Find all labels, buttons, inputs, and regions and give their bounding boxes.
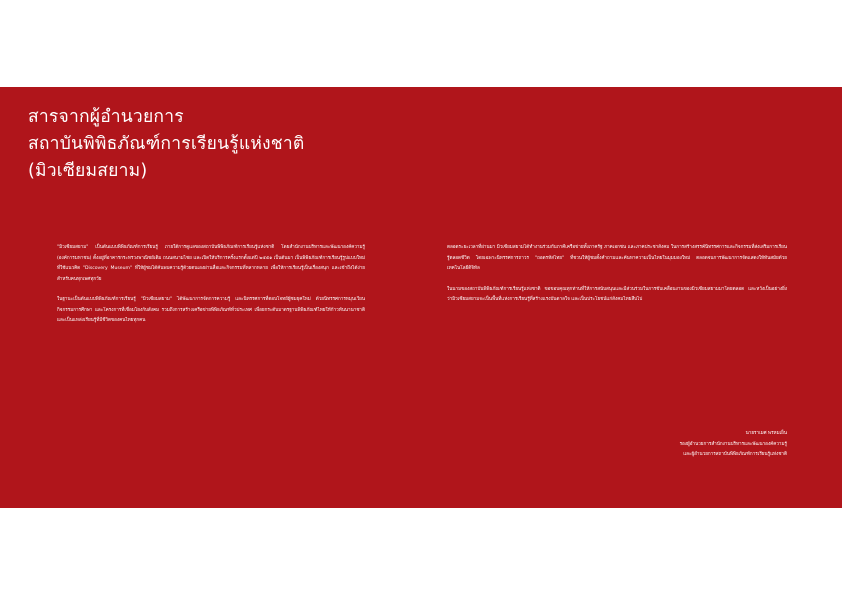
signature-name: นายราเมศ พรหมเย็น: [745, 431, 787, 436]
page-title: [28, 104, 304, 185]
title-line-2: สถาบันพิพิธภัณฑ์การเรียนรู้แห่งชาติ: [28, 134, 305, 154]
right-paragraph-1: ตลอดระยะเวลาที่ผ่านมา มิวเซียมสยามได้ทำงานร่วมกับภาคีเครือข่ายทั้งภาครัฐ ภาคเอกชน และภาคประชาสังคม ในการสร้างสรรค์นิทรรศการและกิจกรรมที่ส่งเสริมการเรียนรู้ตลอดชีวิต โดยเฉพาะนิทรรศการถาวร "ถอดรหัสไทย" ที่ชวนให้ผู้ชมตั้งคำถามและค้นหาความเป็นไทยในมุมมองใหม่ ตลอดจนการพัฒนาการจัดแสดงให้ทันสมัยด้วยเทคโนโลยีดิจิทัล: [447, 245, 787, 271]
title-line-3: (มิวเซียมสยาม): [28, 161, 148, 181]
signature-block: [680, 429, 787, 461]
right-text-column: [447, 243, 787, 316]
left-paragraph-1: "มิวเซียมสยาม" เป็นต้นแบบพิพิธภัณฑ์การเรียนรู้ ภายใต้การดูแลของสถาบันพิพิธภัณฑ์การเรียนรู้แห่งชาติ โดยสำนักงานบริหารและพัฒนาองค์ความรู้ (องค์การมหาชน) ตั้งอยู่ที่อาคารกระทรวงพาณิชย์เดิม ถนนสนามไชย และเปิดให้บริการครั้งแรกตั้งแต่ปี ๒๕๕๑ เป็นต้นมา เป็นพิพิธภัณฑ์การเรียนรู้รูปแบบใหม่ที่ใช้แนวคิด "Discovery Museum" ที่ให้ผู้ชมได้ค้นพบความรู้ด้วยตนเองผ่านสื่อและกิจกรรมที่หลากหลาย เพื่อให้การเรียนรู้เป็นเรื่องสนุก และเข้าถึงได้ง่าย สำหรับคนทุกเพศทุกวัย: [57, 245, 365, 282]
signature-position-1: รองผู้อำนวยการสำนักงานบริหารและพัฒนาองค์ความรู้: [679, 441, 787, 447]
red-content-panel: [0, 87, 842, 508]
left-paragraph-2: ในฐานะเป็นต้นแบบพิพิธภัณฑ์การเรียนรู้ "มิวเซียมสยาม" ได้พัฒนาการจัดการความรู้ และนิทรรศการที่ตอบโจทย์ผู้ชมยุคใหม่ ด้วยนิทรรศการหมุนเวียน กิจกรรมการศึกษา และโครงการที่เชื่อมโยงกับสังคม รวมถึงการสร้างเครือข่ายพิพิธภัณฑ์ทั่วประเทศ เพื่อยกระดับมาตรฐานพิพิธภัณฑ์ไทยให้ก้าวทันนานาชาติ และเป็นแหล่งเรียนรู้ที่มีชีวิตของคนไทยทุกคน: [57, 297, 365, 323]
title-line-1: สารจากผู้อำนวยการ: [28, 107, 184, 127]
right-paragraph-2: ในนามของสถาบันพิพิธภัณฑ์การเรียนรู้แห่งชาติ ขอขอบคุณทุกท่านที่ให้การสนับสนุนและมีส่วนร่วมในการขับเคลื่อนงานของมิวเซียมสยามมาโดยตลอด และหวังเป็นอย่างยิ่งว่ามิวเซียมสยามจะเป็นพื้นที่แห่งการเรียนรู้ที่สร้างแรงบันดาลใจ และเป็นประโยชน์แก่สังคมไทยสืบไป: [447, 286, 787, 302]
signature-position-2: และผู้อำนวยการสถาบันพิพิธภัณฑ์การเรียนรู้แห่งชาติ: [683, 452, 787, 457]
left-text-column: [57, 243, 365, 337]
